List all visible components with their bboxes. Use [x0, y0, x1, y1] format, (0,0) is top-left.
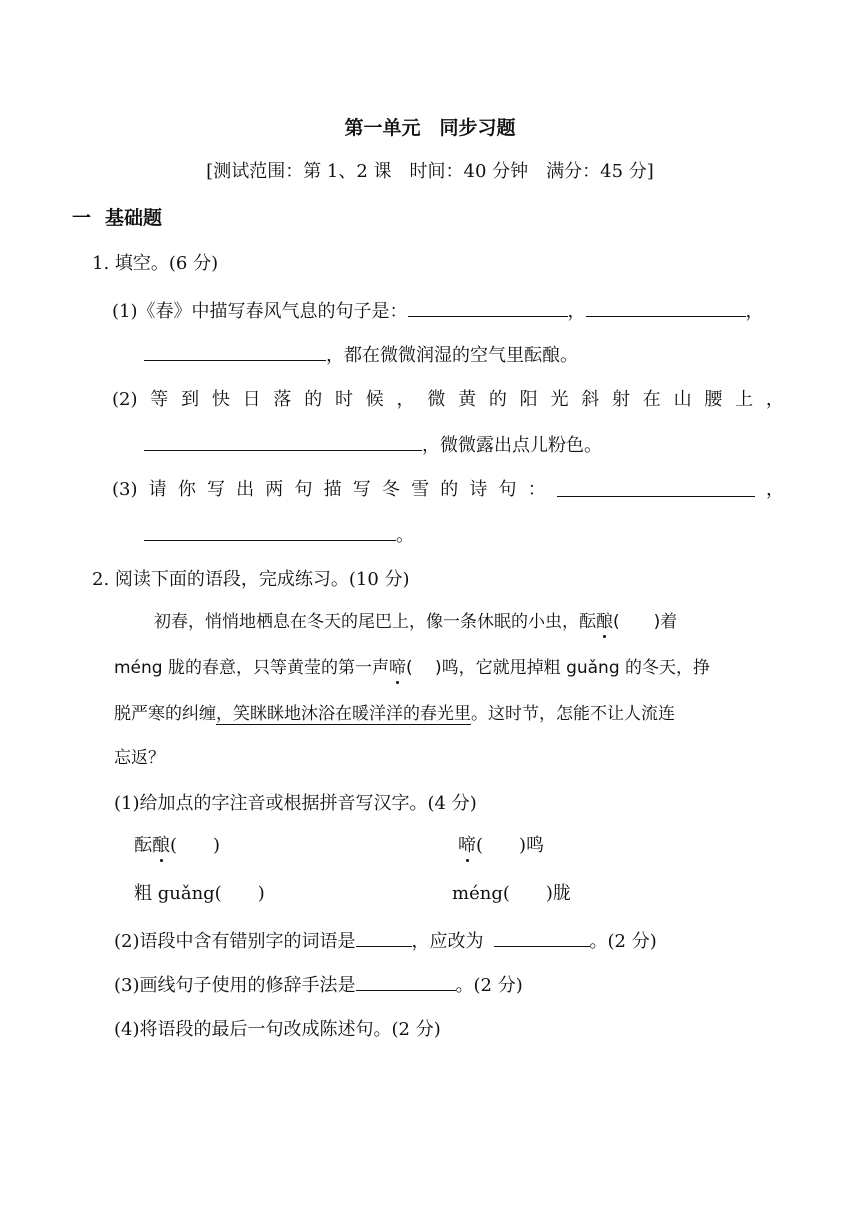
char: 两 [265, 479, 284, 500]
char: 到 [181, 389, 200, 410]
dotted-char: 啼 [458, 835, 476, 856]
char: 请 [148, 479, 167, 500]
char: 写 [206, 479, 225, 500]
comma: ， [567, 301, 586, 322]
answer-blank[interactable] [586, 298, 746, 317]
dotted-char: 酿 [152, 835, 170, 856]
char: 斜 [581, 389, 600, 410]
answer-blank[interactable] [494, 928, 590, 947]
answer-blank[interactable] [144, 522, 396, 541]
char: 出 [236, 479, 255, 500]
char: 等 [150, 389, 169, 410]
q1-item3-line1 [112, 478, 784, 502]
section-label: 基础题 [105, 207, 163, 229]
passage-line-2 [114, 656, 710, 680]
word-item-2 [458, 834, 544, 858]
word-text: ( )鸣 [476, 835, 545, 856]
q2-sub2 [114, 928, 657, 954]
q2-sub4: (4)将语段的最后一句改成陈述句。(2 分) [114, 1019, 441, 1040]
passage-text: 脱严寒的纠缠 [114, 704, 216, 724]
q1-item1-prompt: (1)《春》中描写春风气息的句子是： [112, 301, 408, 322]
answer-blank[interactable] [144, 342, 326, 361]
section-number: 一 [72, 207, 92, 229]
char: (3) [112, 479, 138, 500]
char: 光 [550, 389, 569, 410]
char: 时 [334, 389, 353, 410]
char: 山 [673, 389, 692, 410]
char: 快 [211, 389, 230, 410]
char: 阳 [519, 389, 538, 410]
answer-blank[interactable] [408, 298, 568, 317]
char: 句 [294, 479, 313, 500]
passage-text: 初春，悄悄地栖息在冬天的尾巴上，像一条休眠的小虫，酝 [154, 612, 596, 632]
char: 的 [488, 389, 507, 410]
char: 落 [273, 389, 292, 410]
q1-item2-tail: ，微微露出点儿粉色。 [422, 435, 602, 456]
answer-blank[interactable] [557, 478, 755, 497]
char: 日 [242, 389, 261, 410]
char: (2) [112, 389, 138, 410]
sub-text: 。(2 分) [455, 975, 523, 996]
answer-blank[interactable] [356, 928, 412, 947]
q1-item1-tail: ，都在微微润湿的空气里酝酿。 [326, 345, 578, 366]
passage-text: méng 胧的春意，只等黄莹的第一声 [114, 658, 389, 678]
sub-text: (2)语段中含有错别字的词语是 [114, 931, 356, 952]
underlined-sentence: ，笑眯眯地沐浴在暖洋洋的春光里 [216, 704, 471, 724]
passage-line-4: 忘返？ [114, 748, 165, 768]
word-item-1 [134, 834, 220, 858]
test-info: [测试范围：第 1、2 课 时间：40 分钟 满分：45 分] [206, 161, 654, 182]
comma: ， [745, 301, 764, 322]
char: 写 [352, 479, 371, 500]
char: 在 [642, 389, 661, 410]
word-text: 酝 [134, 835, 152, 856]
q1-item2-line1 [112, 388, 784, 412]
passage-line-1 [154, 610, 677, 634]
char: ， [766, 479, 784, 500]
char: 雪 [411, 479, 430, 500]
char: 候 [365, 389, 384, 410]
answer-blank[interactable] [356, 972, 456, 991]
char: 上 [735, 389, 754, 410]
sub-text: 。(2 分) [589, 931, 657, 952]
char: 冬 [381, 479, 400, 500]
char: 描 [323, 479, 342, 500]
q1-item3-line2 [144, 522, 414, 548]
char: 的 [440, 479, 459, 500]
char: 句 [498, 479, 517, 500]
passage-text: ( )着 [613, 612, 678, 632]
char: ， [765, 389, 784, 410]
q1-item2-line2 [144, 432, 602, 458]
char: 黄 [458, 389, 477, 410]
char: ， [396, 389, 415, 410]
sub-text: (3)画线句子使用的修辞手法是 [114, 975, 356, 996]
char: 射 [612, 389, 630, 410]
section-heading [72, 206, 162, 230]
answer-blank[interactable] [144, 432, 422, 451]
char: ： [527, 479, 546, 500]
char: 腰 [704, 389, 723, 410]
char: 你 [177, 479, 196, 500]
char: 微 [427, 389, 446, 410]
word-item-3: 粗 guǎng( ) [134, 883, 265, 904]
dotted-char: 酿 [596, 612, 613, 632]
word-item-4: méng( )胧 [452, 883, 571, 904]
period: 。 [396, 525, 414, 546]
q2-heading: 2. 阅读下面的语段，完成练习。(10 分) [92, 569, 410, 590]
q1-heading: 1. 填空。(6 分) [92, 253, 219, 274]
q2-sub3 [114, 972, 523, 998]
passage-line-3 [114, 702, 675, 726]
q1-item1-line2 [144, 342, 578, 368]
page-title: 第一单元 同步习题 [344, 117, 516, 139]
word-text: ( ) [170, 835, 221, 856]
passage-text: ( )鸣，它就甩掉粗 guǎng 的冬天，挣 [406, 658, 711, 678]
char: 诗 [469, 479, 488, 500]
dotted-char: 啼 [389, 658, 406, 678]
q2-sub1: (1)给加点的字注音或根据拼音写汉字。(4 分) [114, 793, 477, 814]
passage-text: 。这时节，怎能不让人流连 [471, 704, 675, 724]
char: 的 [304, 389, 323, 410]
q1-item1-line1 [112, 298, 764, 324]
sub-text: ，应改为 [411, 931, 484, 952]
